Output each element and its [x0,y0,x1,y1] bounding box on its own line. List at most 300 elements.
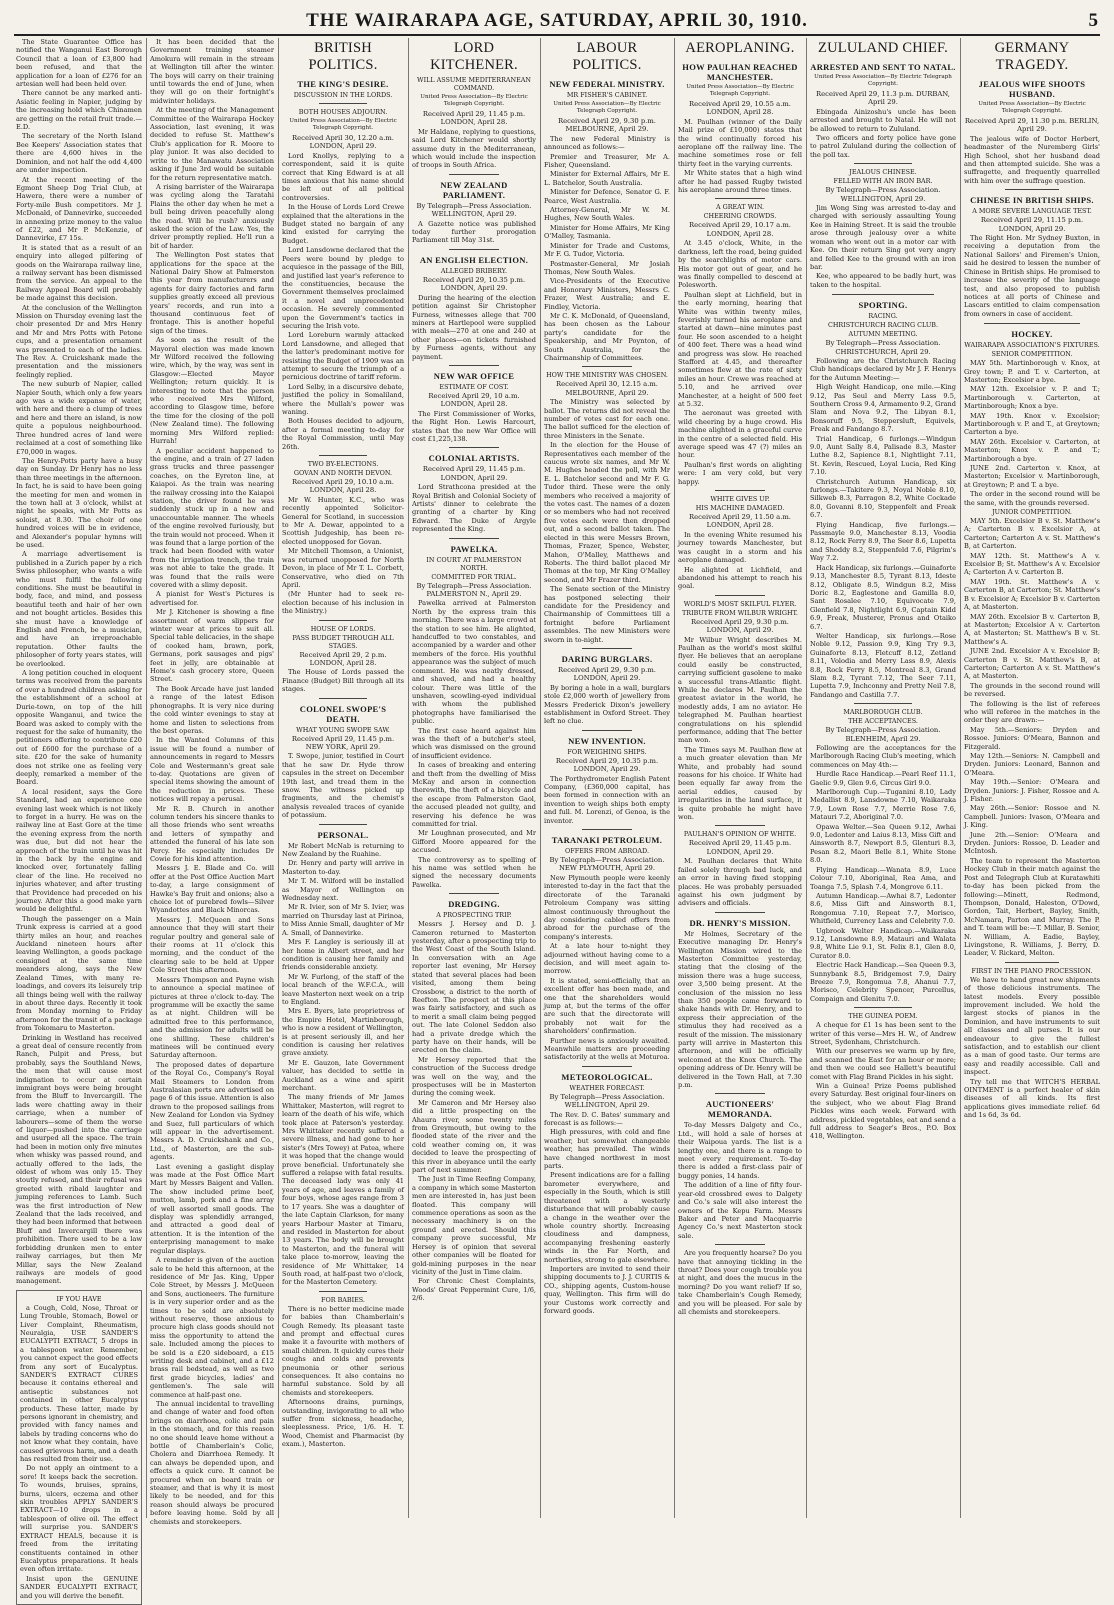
article-paragraph: Mr White states that a high wind after he had passed Rugby twisted his aeroplane around three times. [678,169,802,195]
article-paragraph: The House of Lords passed the Finance (Budget) Bill through all its stages. [282,668,404,694]
article-paragraph: The Senate section of the Ministry has postponed selecting their candidate for the Presidency and Chairmanship of Committees till a fortnight before Parliament assembles. The new Ministers were sworn in to-night. [544,585,670,644]
article-paragraph: Try tell me that WITCH'S HERBAL OINTMENT is a perfect healer of skin diseases of all kinds. Its first applications gives immediate relief. 6d and 1s 6d, 3s 6d. [964,1077,1100,1120]
section-heading: HOCKEY. [1011,329,1053,340]
article-paragraph: Mr C. K. McDonald, of Queensland, has been chosen as the Labour party's candidate for the Speakership, and Mr Poynton, of South Australia, for the Chairmanship of Committees. [544,311,670,362]
article-paragraph: (Mr Hunter had to seek re-election because of his inclusion in the Ministry.) [282,590,404,616]
article-paragraph: Jim Wong Sing was arrested to-day and charged with seriously assaulting Young Kee in Haining Street. It is said the trouble arose through jealousy over a white woman who went out in a motor car with Kee. On their return Sing got very angry and felled Kee to the ground with an iron bar. [810,204,956,271]
dateline: Received April 29, 10.35 p.m. LONDON, April 29. [422,275,526,293]
divider [319,698,368,699]
article-paragraph: Ebingada Ainizoshu's uncle has been arrested and brought to Natal. He will not be allowed to return to Zululand. [810,107,956,133]
article-paragraph: Attorney-General, Mr W. M. Hughes, New South Wales. [544,206,670,223]
article-paragraph: He alighted at Lichfield, and abandoned his attempt to reach his goal. [678,565,802,591]
eucalypti-advertisement [16,1290,142,1605]
article-paragraph: Messrs J. McQueen and Sons announce that they will start their regular poultry and general sale of their rooms at 11 o'clock this morning, and the conduct of the clearing sale to be held at Upper Cole Street this afternoon. [150,915,274,975]
dateline: Received April 30, 12.20 a.m. LONDON, April 29. [292,134,394,151]
article-paragraph: Lord Selby, in a discursive debate, justified the policy in Somaliland, where the Mullah's power was waning. [282,382,404,416]
article-paragraph: Mr R. Ivier, son of Mr S. Ivier, was married on Thursday last at Pirinoa, to Miss Annie Small, daughter of Mr A. Small, of Dannevirke. [282,903,404,937]
article-paragraph: Mr W. Hunter, K.C., who was recently appointed Solicitor-General for Scotland, in succession to Mr A. Dewar, appointed to a Scottish Judgeship, has been re-elected unopposed for Govan. [282,495,404,546]
subheadline: THE ACCEPTANCES. [848,717,918,726]
article-paragraph: A cheque for £1 1s has been sent to the writer of this verse—Mrs H. W., of Andrew Street, Sydenham, Christchurch. [810,1021,956,1046]
divider [582,730,632,731]
article-paragraph: May 26th.—Senior: Rossoe and N. Campbell. Juniors: Ivason, O'Meara and J. King. [964,804,1100,830]
article-paragraph: It is stated, semi-officially, that an excellent offer has been made, and one that the shareholders would jump at, but the terms of the offer are such that the directorate will probably not wait for the shareholders' confirmation. [544,976,670,1036]
article-paragraph: May 5th.—Seniors: Dryden and Rossoe. Juniors: O'Meara, Bannon and Fitzgerald. [964,725,1100,751]
dateline: By Telegraph—Press Association. WELLINGTON, April 29. [825,186,941,203]
masthead [14,8,1100,36]
article-paragraph: There is no better medicine made for babies than Chamberlain's Cough Remedy. Its pleasant taste and prompt and effectual cures make it a favourite with mothers of small children. It quickly cures their coughs and colds and prevents pneumonia or other serious consequences. It also contains no harmful substance. Sold by all chemists and storekeepers. [282,1304,404,1397]
subheadline: MR FISHER'S CABINET. [566,91,648,99]
article-paragraph: Lord Lansdowne declared that the Peers were bound by pledge to acquiesce in the passage of the Bill, and justified last year's reference to the constituencies, because the Government themselves proclaimed it a novel and unprecedented occasion. He severely commented upon the Government's tactics in securing the Irish vote. [282,246,404,330]
article-paragraph: Messrs J. E. Blade and Co. will offer at the Post Office Auction Mart to-day, a large consignment of Hawke's Bay fruit and onions; also a choice lot of purebred fowls—Silver Wyandottes and Black Minorcas. [150,864,274,915]
article-paragraph: A rising barrister of the Wairarapa was cycling along the Taratahi Plains the other day when he met a bull being driven peacefully along the road. Will he rush? anxiously asked the scion of the Law. Yes, the driver promptly replied. He'll run a bit of harder. [150,182,274,250]
divider [854,163,912,164]
subheadline: DISCUSSION IN THE LORDS. [293,91,393,99]
dateline: Received April 29, 10.10 a.m. LONDON, April 28. [292,478,394,495]
dateline: Received April 29, 11.30 p.m. BERLIN, April 29. [964,117,1100,134]
article-paragraph: Lord Strathcona presided at the Royal British and Colonial Society of Artists' dinner to celebrate the granting of a charter by King Edward. The Duke of Argyle represented the King. [412,483,536,534]
article-paragraph: At 3.45 o'clock, White, in the darkness, left the road, being guided by the searchlights of motor cars. His motor got out of gear, and he was finally compelled to descend at Polesworth. [678,239,802,290]
subheadline: WEATHER FORECAST. [569,1083,645,1092]
article-paragraph: Mr R. B. Church in another column tenders his sincere thanks to all those friends who sent wreaths and letters of sympathy and attended the funeral of his late son Percy. He especially includes Dr Cowie for his kind attention. [150,804,274,863]
divider [319,455,368,456]
article-paragraph: The new suburb of Napier, called Napier South, which only a few years ago was a wide expanse of water, with here and there a clump of trees and here and there an island, is now quite a populous neighbourhood. Three hundred acres of land were reclaimed at a cost of something like £70,000 in wages. [16,380,142,456]
headline: CHINESE IN BRITISH SHIPS. [970,195,1094,206]
article-paragraph: At the recent meeting of the Egmont Sheep Dog Trial Club, at Hawera, there were a number of Forty-mile Bush competitors. Mr J. McDonald, of Dannevirke, succeeded in annexing prize money to the value of £22, and Mr P. McKenzie, of Dannevirke, £7 15s. [16,175,142,243]
article-paragraph: The Book Arcade have just landed a range of the latest Edison phonographs. It is very nice during the cold winter evenings to stay at home and listen to selections from the best operas. [150,684,274,735]
article-paragraph: Welter Handicap, six furlongs.—Rose Noble 9.12, Passion 9.9, King Try 9.3, Guinaforte 8.13, Fletcuff 8.12, Zetland 8.11, Volodia and Merry Lass 8.9, Alexis 8.8, Rock Ferry 8.5, Montreal 8.3, Grand Slam 8.2, Tyrant 7.12, The Seer 7.11, Lupetta 7.9, Inchconny and Pretty Neil 7.8, Fandango and Castilla 7.7. [810,631,956,699]
article-paragraph: We have to hand great new shipments of those delicious instruments. The latest models. Every possible improvement included. We hold the largest stocks of pianos in the Dominion, and have instruments to suit all classes and all purses. It is our endeavour to give the fullest satisfaction, and to establish our client as a man of good taste. Our terms are easy and readily accessible. Call and inspect. [964,975,1100,1077]
section-heading: LABOUR POLITICS. [572,40,642,73]
dateline: By Telegraph—Press Association. WELLINGTON, April 29. [416,201,532,219]
article-paragraph: In the Wanted Columns of this issue will be found a number of announcements in regard to Messrs Cole and Westermann's great sale to-day. Quotations are given of special items showing the amount of the reduction in prices. These notices will repay a perusal. [150,736,274,804]
divider [449,249,499,250]
article-paragraph: MAY 19th. Knox v. Excelsior; Martinborough v. P. and T., at Greytown; Carterton a bye. [964,411,1100,437]
ad-text: Insist upon the GENUINE SANDER EUCALYPTI EXTRACT, and you will derive the benefit. [20,1574,138,1600]
column-3 [282,38,404,1520]
headline: ARRESTED AND SENT TO NATAL. [810,62,956,72]
subheadline: A PROSPECTING TRIP. [436,911,512,920]
article-paragraph: June 2th.—Senior: O'Meara and Dryden. Juniors: Rossoe, D. Leader and McIntosh. [964,830,1100,856]
article-paragraph: Paulhan slept at Lichfield, but in the early morning, hearing that White was within twenty miles, feverishly turned his aeroplane and started at dawn—nine minutes past four. He soon ascended to a height of 400 feet. There was a head wind and progress was slow. He reached Stafford at 4.45, and thereafter sometimes flew at the rate of sixty miles an hour. Crewe was reached at 5.10, and he arrived over Manchester, at a height of 500 feet at 5.32. [678,290,802,408]
headline: MARLBOROUGH CLUB. [843,708,923,717]
subheadline: FELLED WITH AN IRON BAR. [833,177,933,186]
divider [715,1093,765,1094]
headline: NEW ZEALAND PARLIAMENT. [440,179,508,200]
dateline: By Telegraph—Press Association. NEW PLYMOUTH, April 29. [549,856,665,873]
dateline: By Telegraph—Press Association. CHRISTCHURCH, April 29. [825,339,941,356]
subheadline: FOR WEIGHING SHIPS. [567,747,647,756]
headline: AUCTIONEERS' MEMORANDA. [705,1099,775,1120]
article-paragraph: A long petition couched in eloquent terms was received from the parents of over a hundred children asking for the establishment of a school at Durie-town, on top of the hill opposite Wanganui, and twice the Board was asked to comply with the request for the sake of humanity, the petitioners offering to contribute £20 out of £600 for the purchase of a site. £20 for the sake of humanity does not strike one as feeling very deeply, remarked a member of the Board. [16,669,142,787]
column-8 [964,38,1100,1520]
wire-credit: United Press Association—By Electric Telegraph Copyright. [289,118,397,131]
divider [715,490,765,491]
article-paragraph: Pawelka arrived at Palmerston North by the express train this morning. There was a large crowd at the station to see him. He alighted, handcuffed to two constables, and accompanied by a warder and other members of the force. His youthful appearance was the subject of much comment. He was neatly dressed, and shaved, and had a healthy colour. There was little of the unshaven, scowling-eyed individual with whom the published photographs have familiarised the public. [412,599,536,726]
subheadline: RACING. [868,312,898,321]
section-heading: ZULULAND CHIEF. [818,40,948,56]
subheadline: OFFERS FROM ABROAD. [565,847,649,856]
article-paragraph: The addition of a line of fifty four-year-old crossbred ewes to Dalgety and Co.'s sale will also interest the owners of the Kepu Farm. Messrs Baker and Peter and Macquarrie Agency Co.'s next Masterton stock sale. [678,1181,802,1240]
article-paragraph: JUNE 2nd. Excelsior A v. Excelsior B; Carterton B v. St. Matthew's B, at Carterton; Carterton A v. St. Matthew's A, at Masterton. [964,647,1100,681]
dateline: Received April 29, 10.55 a.m. LONDON, April 28. [689,100,791,117]
article-paragraph: M. Paulhan declares that White failed solely through bad luck, and an error in having fixed stopping places. He was probably persuaded against his own judgment by advisers and officials. [678,857,802,908]
headline: DARING BURGLARS. [561,653,653,664]
divider [854,1007,912,1008]
article-paragraph: Mr Hersey reported that the construction of the Success dredge was well on the way, and the prospectuses will be in Masterton during the coming week. [412,1055,536,1098]
article-paragraph: A reminder is given of the auction sale to be held this afternoon, at the residence of Mr Jas. King, Upper Cole Street, by Messrs J. McQueen and Sons, auctioneers. The furniture is in very superior order and as the times to be sold are absolutely without reserve, those anxious to procure high class goods should not miss the opportunity to attend the sale. Included among the pieces to be sold is a £20 sideboard, a £15 writing desk and cabinet, and a £12 brass rail bedstead, as well as two first grade bicycles, ladies' and gentlemen's. The sale will commence at half-past one. [150,1256,274,1399]
subheadline: GOVAN AND NORTH DEVON. [293,469,393,478]
article-paragraph: Minister for Trade and Customs, Mr F. G. Tudor, Victoria. [544,241,670,259]
subheadline: SENIOR COMPETITION. [991,350,1073,359]
divider [715,595,765,596]
headline: FOR BABIES. [321,1295,365,1304]
column-rule [408,38,409,1518]
article-paragraph: In the election for the House of Representatives each member of the caucus wrote six names, and Mr W. M. Hughes headed the poll, with Mr E. L. Batchelor second and Mr F. G. Tudor third. These were the only members who received a majority of the votes cast. The names of a dozen or so members who had not received five votes each were then dropped out, and a second ballot taken. The elected in this were Messrs Brown, Thomas, Frazer, Spence, Webster, Mahon, O'Malley, Matthews and Roberts. The third ballot placed Mr Thomas at the top, Mr King O'Malley second, and Mr Frazer third. [544,441,670,584]
divider [449,538,499,539]
article-paragraph: Kee, who appeared to be badly hurt, was taken to the hospital. [810,272,956,289]
article-paragraph: M. Paulhan (winner of the Daily Mail prize of £10,000) states that the wind continually forced his aeroplane off the railway line. The machine sometimes rose or fell thirty feet in the varying currents. [678,117,802,168]
subheadline: IN COURT AT PALMERSTON NORTH. [426,555,522,572]
column-5 [544,38,670,1520]
headline: A GREAT WIN. [715,203,765,212]
article-paragraph: At the conclusion of the Wellington Mission on Thursday evening last the choir presented Dr and Mrs Henry and Mr and Mrs Potts with Petone cups, and a presentation ornament was presented to each of the ladies. The Rev. A. Cruickshank made the presentation and the missioners feelingly replied. [16,303,142,379]
divider [319,103,368,104]
article-paragraph: The proposed dates of departure of the Royal Co., Company's Royal Mail Steamers to London from Australasian ports are advertised on page 6 of this issue. Attention is also drawn to the proposed sailings from New Zealand for London via Sydney and Suez, full particulars of which will appear in the advertisement. Messrs A. D. Cruickshank and Co., Ltd., of Masterton, are the sub-agents. [150,1060,274,1162]
column-rule [278,38,279,1518]
article-paragraph: A Gazette notice was published today further prorogation Parliament till May 31st. [412,219,536,245]
dateline: Received April 30, 12.15 a.m. MELBOURNE, April 29. [556,380,658,397]
article-paragraph: Messrs Thompson and Payne wish to announce a special matinee of pictures at three o'clock to-day. The programme will be exactly the same as at night. Children will be admitted free to this performance, and the admission for adults will be one shilling. These children's matinees will be continued every Saturday afternoon. [150,975,274,1060]
headline: JEALOUS CHINESE. [849,168,917,177]
dateline: Received April 29, 11.15 p.m. LONDON, April 29. [980,216,1084,233]
article-paragraph: The Porthydrometer English Patent Company, (£360,000 capital, has been formed in connection with an invention to weigh ships both empty and full. M. Lorenzi, of Genoa, is the inventor. [544,774,670,825]
column-6 [678,38,802,1520]
article-paragraph: Autumn Handicap.—Awhai 8.7, Ledonter 8.6, Miss Gift and Ainsworth 8.1, Rongomua 7.10, Repeat 7.7, Morisco, Whitfield, Currency Lass and Celebrity 7.0. [810,891,956,926]
article-paragraph: Marlborough Cup.—Tuganini 8.10, Lady Medallist 8.9, Lansdowne 7.10, Waikaraka 7.9, Lown Rose 7.7, Merrie Rose 7.6, Matauri 7.2, Aboriginal 7.0. [810,788,956,822]
wire-credit: United Press Association—By Electric Telegraph Copyright. [814,74,952,87]
article-paragraph: Lord Knollys, replying to a correspondent, said it is quite correct that King Edward is at all times anxious that his name should be left out of all political controversies. [282,151,404,202]
subheadline: WHAT YOUNG SWOPE SAW. [296,725,390,734]
article-paragraph: The Henry-Potts party have a busy day on Sunday. Dr Henry has no less than three meetings in the afternoon. In fact, he is said to have been going the meeting for men and women in the town hall at 3 o'clock, whilst at night he speaks, with Mr Potts as soloist, at 8.30. The choir of one hundred voices will be in evidence, and Alexander's popular hymns will be used. [16,456,142,549]
article-paragraph: It is stated that as a result of an enquiry into alleged pilfering of goods on the Wairarapa railway line, a railway servant has been dismissed from the service. An appeal to the Railway Appeal Board will probably be made against this decision. [16,243,142,303]
headline: DREDGING. [448,899,500,910]
article-paragraph: High Weight Handicap, one mile.—King 9.12, Pas Seul and Merry Lass 9.5, Southern Cross 9.4, Armamento 9.2, Grand Slam and Nova 9.2, The Libyan 8.1, Bonsoruff 9.5, Steppersluft, Equivels, Freak and Fandango 8.7. [810,383,956,434]
divider [984,323,1079,324]
article-paragraph: Electric Hack Handicap.—Sea Queen 9.3, Sunnybank 8.5, Bridgemost 7.9, Dairy Breeze 7.9, Rongomua 7.8, Ahanui 7.7, Morisco, Celebrity Spencer, Purcellus, Compaign and Glenitu 7.0. [810,961,956,1003]
subheadline: ALLEGED BRIBERY. [440,266,508,275]
article-paragraph: The Wellington Post states that applications for the space at the National Dairy Show at Palmerston this year from manufacturers and agents for dairy factories and farm supplies greatly exceed all previous years' records, and run into a thousand continuous feet of frontage. This is another hopeful sign of the times. [150,251,274,335]
article-paragraph: At the meeting of the Management Committee of the Wairarapa Hockey Association, last evening, it was decided to refuse St. Matthew's Club's application for R. Moore to play junior. It was also decided to write to the Manawatu Association asking if June 3rd would be suitable for the return representative match. [150,106,274,182]
article-paragraph: Vice-Presidents of the Executive and Honorary Ministers, Messrs C. Frazer, West Australia; and E. Findley, Victoria. [544,277,670,311]
dateline: By Telegraph—Press Association. BLENHEIM, April 29. [825,726,941,743]
article-paragraph: For Chronic Chest Complaints, Woods' Great Peppermint Cure, 1/6, 2/6. [412,1277,536,1303]
dateline: Received April 29, 11.45 p.m. LONDON, April 29. [688,839,792,856]
headline: METEOROLOGICAL. [561,1071,653,1082]
page-number: 5 [1088,10,1098,31]
article-paragraph: Mr J. Kitchener is showing a fine assortment of warm slippers for winter wear at prices to suit all. Special table delicacies, in the shape of cooked ham, brawn, pork, Germans, pork sausages and pigs' feet in jelly, are obtainable at Home's cash grocery store, Queen Street. [150,608,274,684]
column-7 [810,38,956,1520]
article-paragraph: MAY 26th. Excelsior v. Carterton, at Masterton; Knox v. P. and T.; Martinborough a bye. [964,437,1100,463]
headline: FIRST IN THE PIANO PROCESSION. [971,966,1093,975]
headline: NEW INVENTION. [568,735,646,746]
article-paragraph: A local resident, says the Gore Standard, had an experience one evening last week which is not likely to forget in a hurry. He was on the railway line at East Gore at the time the evening express from the north was due, but did not hear the approach of the train until he was hit in the back by the engine and knocked over, fortunately falling clear of the line. He received no injuries whatever, and after trusting that Providence had preceded on his journey. After this a good make yarn would be delightful. [16,787,142,914]
subheadline: BOTH HOUSES ADJOURN. [298,108,388,116]
article-paragraph: Hack Handicap, six furlongs.—Guinaforte 9.13, Manchester 8.5, Tyrant 8.13, Ideste 8.12, Obligate 8.5, Windgun 8.2, Miss Doric 8.2, Eaglestone and Gamilla 8.0, Sant Rosalee 7.10, Equivocate 7.9, Glenfield 7.8, Nightlight 6.9, Captain Kidd 6.9, Freak, Musterer, Pronus and Otaiko 6.7. [810,563,956,631]
article-paragraph: May 12th.—Seniors: N. Campbell and Dryden. Juniors: Leonard, Bannon and O'Meara. [964,752,1100,777]
dateline: Received April 29, 9.30 p.m. LONDON, April 29. [691,617,789,635]
article-paragraph: Hurdle Race Handicap.—Pearl Reef 11.1, Gaelic 9.9, Glen 9.6, Circus Girl 9.0. [810,770,956,787]
article-paragraph: MAY 26th. Excelsior B v. Carterton B, at Masterton; Excelsior A v. Carterton A, at Masterton; St. Matthew's B v. St. Matthew's A. [964,612,1100,646]
headline: COLONIAL ARTISTS. [428,453,520,464]
article-paragraph: Mr Cameron and Mr Hersey also did a little prospecting on the Ahaura river, some twenty miles from Greymouth, but owing to the flooded state of the river and the cold weather coming on, it was decided to leave the prospecting of this river in abeyance until the early part of next summer. [412,1098,536,1175]
dateline: Received April 29, 2 p.m. LONDON, April 28. [299,650,387,667]
article-paragraph: Afternoons drains, purnings, outstanding, invigorating to all who suffer from sickness, headache, sleeplessness. Price, 1/6. H. T. Wood, Chemist and Pharmacist (by exam.), Masterton. [282,1398,404,1449]
article-paragraph: Opawa Welter.—Sea Queen 9.12, Awhai 9.0, Ledonter and Laius 8.13, Miss Gift and Ainsworth 8.7, Newport 8.5, Glenturi 8.3, Pesan 8.2, Maori Belle 8.1, White Stone 8.0. [810,822,956,865]
divider [582,1066,632,1067]
headline: PERSONAL. [317,829,369,840]
article-paragraph: Mr Wilbur Wright describes M. Paulhan as the world's most skilful flyer. He believes that an aeroplane could easily be constructed, carrying sufficient gasolene to make a successful trans-Atlantic flight. While he declares M. Paulhan the greatest aviator in the world, he modestly adds, I am no aviator. He telegraphed M. Paulhan heartiest congratulations on his splendid performance, adding that The better man won. [678,635,802,745]
article-paragraph: With our preserves we warm up by fire, and scanned the East for an hour or more; and then we could see Hallett's beautiful comet with Flag Brand Pickles in his sight. [810,1047,956,1081]
article-paragraph: Win a Guinea! Prize Poems published every Saturday. Best original four-liners on the subject, who we about Flag Brand Pickles wins each week. Forward with address, pickled vegetables, eat and send a full address to Seager's Bros., P.O. Box 418, Wellington. [810,1082,956,1141]
article-paragraph: Trial Handicap, 6 furlongs.—Windgun 9.0, Aunt Sally 8.4, Palisade 8.3, Master Luthe 8.2, Sapience 8.1, Nightlight 7.11, St. Kevin, Rescued, Loyal Lucia, Red King 7.10. [810,434,956,477]
article-paragraph: MAY 5th. Excelsior B v. St. Matthew's A; Carterton B v. Excelsior A, at Carterton; Carterton A v. St. Matthew's B, at Carterton. [964,517,1100,551]
article-paragraph: The annual incidental to travelling and change of water and food often brings on diarrhoea, colic and pain in the stomach, and for this reason no one should leave home without a bottle of Chamberlain's Colic, Cholera and Diarrhoea Remedy. It can always be depended upon, and effects a quick cure. It cannot be procured when on board train or steamer, and that is why it is most likely to be needed, and for this reason should always be procured before leaving home. Sold by all chemists and storekeepers. [150,1400,274,1526]
article-paragraph: The Ministry was selected by ballot. The returns did not reveal the number of votes cast for each one. The ballot sufficed for the election of three Ministers in the Senate. [544,398,670,440]
headline: THE KING'S DESIRE. [297,79,389,89]
divider [449,447,499,448]
divider [715,912,765,913]
article-paragraph: Importers are invited to send their shipping documents to J. J. CURTIS & CO., shipping agents, Custom-house quay, Wellington. This firm will do your Customs work correctly and forward goods. [544,1264,670,1315]
article-paragraph: The team to represent the Masterton Hockey Club in their match against the Post and Telegraph Club at Kuratawhiti to-day has been picked from the following:—Minett, Redmond, Thompson, Donald, Haleston, O'Dowd, Gordon, Tait, Herbert, Bayley, Smith, McNamara, Parton and Murray. The P. and T. team will be:—T. Millar, B. Senior, N. William, A. Eadie, Bayley, Livingstone, R. Williams, J. Berry, D. Leader, V. Rickard, Melton. [964,856,1100,958]
column-4 [412,38,536,1520]
column-rule [146,38,147,1518]
article-paragraph: The controversy as to spelling of his name was settled when he signed the necessary documents Pawelka. [412,855,536,889]
article-paragraph: Lord Loreburn warmly attacked Lord Lansdowne, and alleged that the latter's predominant motive for resisting the Budget of 1909 was an attempt to secure the triumph of a pernicious doctrine of tariff reform. [282,331,404,382]
article-paragraph: In the House of Lords Lord Crewe explained that the alterations in the Budget stated no bargain of any kind existed for carrying the Budget. [282,203,404,245]
headline: TWO BY-ELECTIONS. [307,460,379,469]
divider [715,198,765,199]
article-paragraph: To-day Messrs Dalgety and Co., Ltd., will hold a sale of horses at their Waipoua yards. The list is a lengthy one, and there is a range to meet every requirement. To-day there is added a first-class pair of buggy ponies, 14 hands. [678,1121,802,1180]
dateline: Received April 29, 10 a.m. LONDON, April 28. [428,391,520,409]
headline: HOW PAULHAN REACHED MANCHESTER. [682,62,798,82]
article-paragraph: A marriage advertisement is published in a Zurich paper by a rich Swiss philosopher, who wants a wife who must fulfil the following conditions. She must be beautiful in body, face, and mind, and possess beautiful teeth and hair of her own and not bought articles. Besides this she must have a knowledge of English and French, be a musician, and have an irreproachable reputation. Other faults the philosopher of forty years states, will be overlooked. [16,550,142,668]
column-2 [150,38,274,1526]
headline: COLONEL SWOPE'S DEATH. [299,703,387,724]
article-paragraph: A peculiar accident happened to the engine, and a train of 27 laden grass trucks and three passenger coaches, on the Eyreton line, at Kaiapoi. As the train was nearing the railway crossing into the Kaiapoi station, the driver found he was suddenly stuck up in a new and unaccountable manner. The wheels of the engine revolved furiously, but the train would not proceed. When it was found that a large portion of the track had been flooded with water from the irrigation trench, the train was not able to take the grade. It was found that the rails were covered with a slimy deposit. [150,446,274,589]
divider [449,893,499,894]
divider [449,174,499,175]
article-paragraph: Mr W. Furlong, of the staff of the local branch of the W.F.C.A., will leave Masterton next week on a trip to England. [282,972,404,1006]
article-paragraph: Messrs J. Hersey and D. J. Cameron returned to Masterton yesterday, after a prospecting trip to the West Coast of the South Island. In conversation with an Age reporter last evening, Mr Hersey stated that several places had been visited, among them being Crossbow, a district to the north of Reefton. The prospect at this place was fairly satisfactory, and such as to merit a small claim being pegged out. The late Colonel Seddon also had a private dredge which the party have on their hands, will be erected on the claim. [412,920,536,1055]
column-1 [16,38,142,1600]
headline: HOW THE MINISTRY WAS CHOSEN. [546,371,668,380]
dateline: Received April 29, 10.35 p.m. LONDON, April 29. [555,756,659,774]
article-paragraph: Last evening a gaslight display was made at the Post Office Mart Mart by Messrs Baigent and Vallen. The show included prime beef, mutton, lamb, pork and a fine array of well assorted small goods. The display was splendidly arranged, and attracted a good deal of attention. It is the intention of the enterprising management to make regular displays. [150,1162,274,1255]
article-paragraph: High pressures, with cold and fine weather, but somewhat changeable weather, has prevailed. The winds have changed northwest in most parts. [544,1128,670,1171]
article-paragraph: The Rev. D. C. Bates' summary and forecast is as follows:— [544,1110,670,1128]
divider [832,294,934,295]
article-paragraph: It has been decided that the Government training steamer Amokura will remain in the stream at Wellington till after the winter. The boys will carry on their training until towards the end of June, when they will go on their fortnight's midwinter holidays. [150,38,274,105]
article-paragraph: MAY 12th. Excelsior v. P. and T.; Martinborough v. Carterton, at Martinborough; Knox a bye. [964,385,1100,411]
article-paragraph: The new Federal Ministry is announced as follows:— [544,134,670,152]
article-paragraph: By boring a hole in a wall, burglars stole £2,000 worth of jewellery from Messrs Frederick Dixon's jewellery establishment in Oxford Street. They left no clue. [544,683,670,726]
article-paragraph: The many friends of Mr James Whittaker, Masterton, will regret to learn of the death of his wife, which took place at Paterson's yesterday. Mrs Whittaker recently suffered a severe illness, and had gone to her sister's (Mrs Towey) at Patea, where it was hoped that the change would prove beneficial. Unfortunately she suffered a relapse with fatal results. The deceased lady was only 41 years of age, and leaves a family of four boys, whose ages range from 3 to 17 years. She was a daughter of the late Captain Clarkson, for many years Harbour Master at Timaru, and resided in Masterton for about 13 years. The body will be brought to Masterton, and the funeral will take place to-morrow, leaving the residence of Mr Whittaker, 14 South road, at half-past two o'clock, for the Masterton Cemetery. [282,1093,404,1287]
dateline: By Telegraph—Press Association. WELLINGTON, April 29. [549,1092,665,1110]
article-paragraph: Mr Loughnan prosecuted, and Mr Gifford Moore appeared for the accused. [412,829,536,855]
article-paragraph: T. Swope, junior, testified in Court that he saw Dr. Hyde throw capsules in the street on December 19th last, and tread them in the snow. The witness picked up fragments, and the chemist's analysis revealed traces of cyanide of potassium. [282,752,404,820]
article-paragraph: Ugbrook Welter Handicap.—Waikaraka 9.12, Lansdowne 8.9, Matauri and Walata 9.8, White Lie 9.1, St. Felix 8.1, Glen 8.0, Curator 8.0. [810,926,956,960]
article-paragraph: Mrs F. Langley is seriously ill at her home in Albert street, and her condition is causing her family and friends considerable anxiety. [282,938,404,972]
wire-credit: United Press Association—By Electric Telegraph Copyright. [978,101,1086,114]
column-rule [960,38,961,1518]
subheadline: JUNIOR COMPETITION. [992,508,1072,517]
article-paragraph: The Right Hon. Mr Sydney Buxton, in receiving a deputation from the National Sailors' and Firemen's Union, said he desired to lessen the number of Chinese in British ships. He promised to increase the severity of the language test, and also proposed to publish notices at all ports of Chinese and Lascars entitled to claim compensation from owners in case of accident. [964,234,1100,318]
ad-text: Do not apply an ointment to a sore! It keeps back the secretion. To wounds, bruises, sprains, burns, ulcers, eczema and other skin troubles APPLY SANDER'S EXTRACT—10 drops in a tablespoon of olive oil. The effect will surprise you. SANDER'S EXTRACT HEALS, because it is freed from the irritating constituents contained in other Eucalyptus preparations. It heals even often irritate. [20,1464,138,1574]
column-rule [674,38,675,1518]
ad-heading: IF YOU HAVE [56,1294,102,1303]
wire-credit: United Press Association—By Electric Telegraph Copyright. [420,94,528,107]
subheadline: TRIBUTE FROM WILBUR WRIGHT. [682,608,798,617]
subheadline: CHRISTCHURCH RACING CLUB. [827,321,939,330]
article-paragraph: Mr Holmes, Secretary of the Executive managing Dr. Henry's Wellington Mission wired to the Masterton Committee yesterday, stating that the closing of the mission there was a huge success, over 3,500 being present. At the conclusion of the mission no less than 350 people came forward to shake hands with Dr. Henry, and to express their appreciation of the stimulus they had received as a result of the mission. The missionary party will arrive in Masterton this afternoon, and will be officially welcomed at the Knox Church. The opening address of Dr. Henry will be delivered in the Town Hall, at 7.30 p.m. [678,929,802,1090]
dateline: Received April 29, 9.30 p.m. LONDON, April 29. [558,665,656,683]
article-paragraph: Minister for External Affairs, Mr E. L. Batchelor, South Australia. [544,170,670,187]
divider [854,703,912,704]
article-paragraph: Minister for Defence, Senator G. F. Pearce, West Australia. [544,188,670,205]
article-paragraph: The order in the second round will be the same, with the grounds reversed. [964,490,1100,507]
dateline: Received April 29, 11.45 p.m. NEW YORK, April 29. [291,734,395,751]
wire-credit: United Press Association—By Electric Telegraph Copyright. [553,101,661,114]
article-paragraph: Dr. Henry and party will arrive in Masterton to-day. [282,859,404,876]
headline: WILL ASSUME MEDITERRANEAN COMMAND. [417,76,531,92]
article-paragraph: May 19th.—Senior: O'Meara and Dryden. Juniors: J. Fisher, Rossoe and A. J. Fisher. [964,778,1100,804]
article-paragraph: Mr T. M. Wilford will be installed as Mayor of Wellington on Wednesday next. [282,877,404,903]
article-paragraph: Minister for Home Affairs, Mr King O'Malley, Tasmania. [544,223,670,241]
headline: PAWELKA. [450,543,498,554]
article-paragraph: Mrs E. Byers, late proprietress of the Empire Hotel, Martinborough, who is now a resident of Wellington, is at present seriously ill, and her condition is causing her relatives grave anxiety. [282,1007,404,1058]
dateline: Received April 29, 11.45 p.m. LONDON, April 28. [422,110,526,127]
headline: JEALOUS WIFE SHOOTS HUSBAND. [978,79,1086,99]
newspaper-title: THE WAIRARAPA AGE, SATURDAY, APRIL 30, 1910. [306,10,808,31]
section-heading: GERMANY TRAGEDY. [994,40,1070,73]
article-paragraph: The Just in Time Reefing Company, a company in which some Masterton men are interested in, has just been floated. This company will commence operations as soon as the necessary machinery is on the ground and erected. Should this company prove successful, Mr Hersey is of opinion that several other companies will be floated for gold-mining purposes in the near vicinity of the Just in Time claim. [412,1175,536,1276]
subheadline: AUTUMN MEETING. [848,330,918,339]
ad-text: a Cough, Cold, Nose, Throat or Lung Trouble, Stomach, Bowel or Liver Complaint, Rheumatism, Neuralgia, USE SANDER'S EUCALYPTI EXTRACT, 5 drops in a tablespoon water. Remember, you cannot expect the good effects from any sort of Eucalyptus. SANDER'S EXTRACT CURES because it contains ethereal and antiseptic substances not contained in other Eucalyptus products. These latter, made by persons ignorant in chemistry, and provided with fancy names and labels by trading concerns who do not know what they contain, have caused grievous harm, and a death has resulted from their use. [20,1303,138,1464]
article-paragraph: The jealous wife of Doctor Herbert, headmaster of the Nuremberg Girls' High School, shot her husband dead and then attempted suicide. She was a suffragette, and frequently quarrelled with him over the suffrage question. [964,134,1100,185]
article-paragraph: There cannot be any marked anti-Asiatic feeling in Napier, judging by the increasing hold which Chinamen are getting on the retail fruit trade.—E.D. [16,89,142,132]
subheadline: HIS MACHINE DAMAGED. [695,504,785,513]
divider [715,825,765,826]
headline: HOUSE OF LORDS. [310,624,376,633]
article-paragraph: A pianist for West's Pictures is advertised for. [150,590,274,607]
article-paragraph: The grounds in the second round will be reversed. [964,681,1100,699]
subheadline: WAIRARAPA ASSOCIATION'S FIXTURES. [964,341,1100,350]
article-paragraph: In the evening White resumed his journey towards Manchester, but was caught in a storm and his aeroplane damaged. [678,530,802,565]
divider [319,1291,368,1292]
column-rule [540,38,541,1518]
article-paragraph: As soon as the result of the Mayoral election was made known Mr Wilford received the following wire, which, by the way, was sent in Glasgow:—Elected Mayor Wellington; return quickly. It is interesting to note that the person who received Mrs Wilford, according to Glasgow time, before the time for the closing of the poll (New Zealand time). The following morning Mrs Wilford replied: Hurrah! [150,336,274,446]
headline: NEW WAR OFFICE [433,370,515,381]
article-paragraph: Though the passenger on a Main Trunk express is carried at a good thirty miles an hour, and reaches Auckland nineteen hours after leaving Wellington, a goods package consigned at the same time meanders along, says the New Zealand Times, with many re-loadings, and covers its leisurely trip all things being well with the railway in about three days. Recently it took from Monday morning to Friday afternoon for the transit of a package from Tokomaru to Masterton. [16,914,142,1033]
headline: TARANAKI PETROLEUM. [551,835,663,846]
headline: WORLD'S MOST SKILFUL FLYER. [683,599,797,608]
headline: NEW FEDERAL MINISTRY. [549,79,665,89]
article-paragraph: Christchurch Autumn Handicap, six furlongs.—Takitere 9.3, Noyal Noble 8.10, Silkweb 8.3, Parragon 8.2, White Cockade 8.0, Govanni 8.10, Steppenfelt and Freak 6.7. [810,477,956,520]
section-heading: BRITISH POLITICS. [308,40,378,73]
wire-credit: United Press Association—By Electric Telegraph Copyright. [686,84,794,97]
article-paragraph: Further news is anxiously awaited. Meanwhile matters are proceeding satisfactorily at the wells at Moturoa. [544,1036,670,1062]
section-heading: AEROPLANING. [685,40,795,56]
divider [319,824,368,825]
divider [582,829,632,830]
article-paragraph: Premier and Treasurer, Mr A. Fisher, Queensland. [544,152,670,170]
article-paragraph: During the hearing of the election petition against Sir Christopher Furness, witnesses allege that 700 miners at Hartlepool were supplied with meals—270 at one and 240 at other places—on tickets furnished by Furness agents, without any payment. [412,293,536,361]
article-paragraph: Flying Handicap.—Wanata 8.9, Luce Colour 7.10, Aboriginal, Rea Ama, and Toanga 7.5, Splash 7.4, Mongrove 6.11. [810,865,956,891]
article-paragraph: Are you frequently hoarse? Do you have that annoying tickling in the throat? Does your cough trouble you at night, and does the mucus in the morning? Do you want relief? If so, take Chamberlain's Cough Remedy, and you will be pleased. For sale by all chemists and storekeepers. [678,1249,802,1316]
article-paragraph: The first case heard against him was the theft of a butcher's steel, which was dismissed on the ground of insufficient evidence. [412,726,536,760]
article-paragraph: At a late hour to-night they adjourned without having come to a decision, and will meet again to-morrow. [544,942,670,976]
article-paragraph: JUNE 2nd. Carterton v. Knox, at Masterton; Excelsior v. Martinborough, at Greytown; P. and T. a bye. [964,464,1100,489]
article-paragraph: In cases of breaking and entering and theft from the dwelling of Miss McKay and arson in connection therewith, the theft of a bicycle and the escape from Palmerston Gaol, the accused pleaded not guilty, and reserving his defence he was committed for trial. [412,761,536,828]
headline: PAULHAN'S OPINION OF WHITE. [683,830,797,839]
section-heading: SPORTING. [858,300,908,311]
headline: THE GUINEA POEM. [848,1012,918,1021]
subheadline: COMMITTED FOR TRIAL. [431,572,517,581]
article-paragraph: New Plymouth people were keenly interested to-day in the fact that the directorate of the Taranaki Petroleum Company was sitting almost continuously throughout the day considering cabled offers from abroad for the purchase of the company's interests. [544,873,670,941]
article-paragraph: Following are the Christchurch Racing Club handicaps declared by Mr J. F. Henrys for the Autumn Meeting:— [810,356,956,382]
article-paragraph: The First Commissioner of Works, the Right Hon. Lewis Harcourt, states that the new War Office will cost £1,225,138. [412,409,536,443]
article-paragraph: MAY 19th. St. Matthew's A v. Carterton B, at Carterton; St. Matthew's B v. Excelsior A; Excelsior B v. Carterton A, at Masterton. [964,577,1100,612]
article-paragraph: Paulhan's first words on alighting were: I am very cold, but very happy. [678,460,802,486]
article-paragraph: Mr E. Gauzon, late Government valuer, has decided to settle in Auckland as a wine and spirit merchant. [282,1058,404,1092]
dateline: Received April 29, 11.50 a.m. LONDON, April 28. [689,513,791,530]
subheadline: ESTIMATE OF COST. [439,382,509,391]
divider [715,1244,765,1245]
article-paragraph: Drinking in Westland has received a great deal of censure recently from Ranch, Pulpit and Press, but probably, says the Southland News, the men that will cause most indignation to occur at certain immigrant boys were being brought from the Bluff to Invercargill. The lads were chatting away in their carriage, when a number of labourers—some of them the worse of liquor—pushed into the carriage and usurped all the space. The train had been in motion only five minutes when whisky was passed round, and actually offered to the lads, the oldest of whom was only 15. They stoutly refused, and their refusal was greeted with ribald laughter and jumping references to Lamb. Such was the first introduction of New Zealand that the lads received, and they had been informed that between Bluff and Invercargill there was prohibition. There used to be a law forbidding drunken men to enter railway carriages, but then Mr Millar, says the New Zealand railways are models of good management. [16,1033,142,1286]
divider [319,620,368,621]
divider [449,365,499,366]
article-paragraph: The Times says M. Paulhan flew at a much greater elevation than Mr White, and probably had sound reasons for his choice. If White had been equally far away from the aerial eddies, caused by irregularities in the land surface, it is quite probable he might have won. [678,745,802,822]
divider [1005,962,1059,963]
subheadline: A MORE SEVERE LANGUAGE TEST. [972,207,1092,216]
article-paragraph: Both Houses decided to adjourn, after a formal meeting to-day for the Royal Commission, until May 26th. [282,417,404,451]
article-paragraph: Postmaster-General, Mr Josiah Thomas, New South Wales. [544,259,670,276]
article-paragraph: Flying Handicap, five furlongs.—Passmayle 9.0, Manchester 8.13, Voodia 8.12, Rock Ferry 8.9, The Seer 8.6, Lupetta and Shoddy 8.2, Steppenfeld 7.6, Pilgrim's Way 7.2. [810,520,956,563]
dateline: Received April 29, 11.45 p.m. LONDON, April 29. [422,465,526,482]
dateline: Received April 29, 11.3 p.m. DURBAN, April 29. [816,90,950,107]
article-paragraph: Two officers and forty police have gone to patrol Zululand during the collection of the poll tax. [810,134,956,159]
divider [1005,189,1059,190]
headline: AN ENGLISH ELECTION. [419,254,529,265]
article-paragraph: Following are the acceptances for the Marlborough Racing Club's meeting, which commences on May 4th:— [810,744,956,769]
article-paragraph: The State Guarantee Office has notified the Wanganui East Borough Council that a loan of £3,800 had been refused, and that the application for a loan of £276 for an artesian well had been held over. [16,38,142,89]
divider [582,648,632,649]
dateline: By Telegraph—Press Association. PALMERSTON N., April 29. [416,581,532,599]
article-paragraph: The following is the list of referees who will referee in the matches in the order they are drawn:— [964,699,1100,725]
article-paragraph: Mr Robert McNab is returning to New Zealand by the Ruahine. [282,841,404,859]
headline: WHITE GIVES UP. [710,495,770,504]
article-paragraph: The secretary of the North Island Bee Keepers' Association states that there are 4,600 hives in the Dominion, and not half the odd 4,400 are under inspection. [16,132,142,175]
article-paragraph: Present indications are for a falling barometer everywhere, and especially in the South, which is still threatened with a westerly disturbance that will probably cause a change in the weather over the whole country shortly. Increasing cloudiness and dampness, accompanying freshening easterly winds in the Far North, and northerlies, strong to gale elsewhere. [544,1171,670,1264]
column-rule [806,38,807,1518]
article-paragraph: Mr Haldane, replying to questions, said Lord Kitchener would shortly assume duty in the Mediterranean, which would include the inspection of troops in South Africa. [412,127,536,170]
subheadline: CHEERING CROWDS. [703,212,777,221]
article-paragraph: The aeronaut was greeted with wild cheering by a huge crowd. His machine alighted in a graceful curve in the centre of a selected field. His average speed was 47 (?) miles an hour. [678,409,802,460]
divider [582,366,632,367]
subheadline: PASS BUDGET THROUGH ALL STAGES. [292,633,394,650]
dateline: Received April 29, 9.30 p.m. MELBOURNE, April 29. [558,117,656,134]
dateline: Received April 29, 10.17 a.m. LONDON, April 28. [689,221,791,238]
